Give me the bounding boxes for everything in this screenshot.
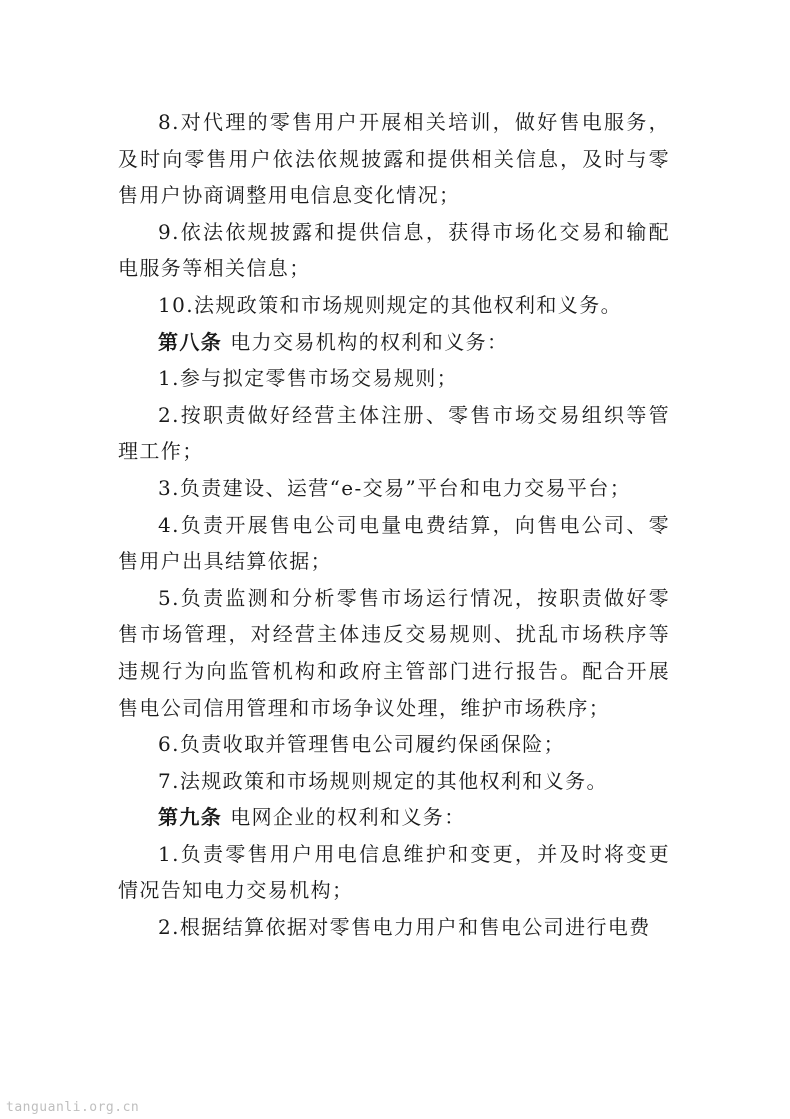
document-body xyxy=(118,104,670,946)
article-8-item-6: 6.负责收取并管理售电公司履约保函保险； xyxy=(158,732,566,757)
article-8-number: 第八条 xyxy=(158,329,223,354)
article-8-item-7: 7.法规政策和市场规则规定的其他权利和义务。 xyxy=(158,768,608,793)
article-8-item-4: 4.负责开展售电公司电量电费结算，向售电公司、零售用户出具结算依据； xyxy=(118,512,670,574)
article-9-title: 电网企业的权利和义务： xyxy=(230,805,466,830)
watermark: tanguanli.org.cn xyxy=(6,1100,140,1115)
paragraph-item-9: 9.依法依规披露和提供信息，获得市场化交易和输配电服务等相关信息； xyxy=(118,219,670,281)
article-9-heading xyxy=(118,799,670,836)
article-8-item-1: 1.参与拟定零售市场交易规则； xyxy=(158,366,459,391)
article-8-item-5: 5.负责监测和分析零售市场运行情况，按职责做好零售市场管理，对经营主体违反交易规则、扰乱市场秩序等违规行为向监管机构和政府主管部门进行报告。配合开展售电公司信用管理和市场争议处理，维护市场秩序； xyxy=(118,585,670,720)
article-9-item-2: 2.根据结算依据对零售电力用户和售电公司进行电费 xyxy=(158,915,651,940)
paragraph-item-10: 10.法规政策和市场规则规定的其他权利和义务。 xyxy=(158,292,623,317)
article-9-item-1: 1.负责零售用户用电信息维护和变更，并及时将变更情况告知电力交易机构； xyxy=(118,841,670,903)
article-8-item-3: 3.负责建设、运营“e-交易”平台和电力交易平台； xyxy=(158,475,632,500)
article-8-heading xyxy=(118,324,670,361)
article-9-number: 第九条 xyxy=(158,805,223,830)
paragraph-item-8: 8.对代理的零售用户开展相关培训，做好售电服务，及时向零售用户依法依规披露和提供相关信息，及时与零售用户协商调整用电信息变化情况； xyxy=(118,110,670,208)
article-8-item-2: 2.按职责做好经营主体注册、零售市场交易组织等管理工作； xyxy=(118,402,670,464)
article-8-title: 电力交易机构的权利和义务： xyxy=(230,329,509,354)
